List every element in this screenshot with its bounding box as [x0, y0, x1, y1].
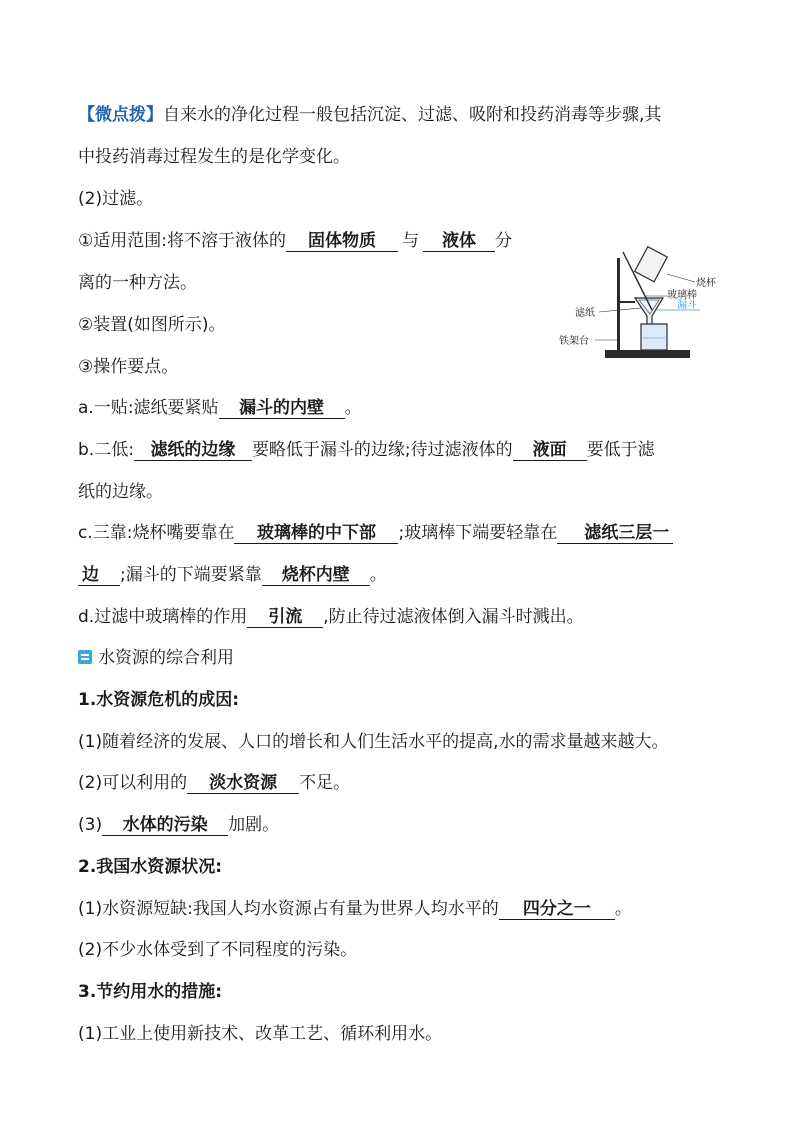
scope-text-c: 分 [494, 231, 512, 251]
h2-item-1-pre: (1)水资源短缺:我国人均水资源占有量为世界人均水平的 [78, 899, 499, 919]
blank-liquid: 液体 [423, 231, 495, 252]
blank-c3: 烧杯内壁 [262, 565, 370, 586]
scope-text-b: 与 [401, 231, 419, 251]
point-b-post: 要低于滤 [586, 440, 655, 460]
scope-line-2: 离的一种方法。 [78, 273, 197, 293]
point-a [78, 397, 362, 419]
heading-3: 3.节约用水的措施: [78, 982, 223, 1002]
h1-item-3-pre: (3) [78, 815, 103, 835]
point-c-mid: ;玻璃棒下端要轻靠在 [398, 523, 558, 543]
blank-pollution: 水体的污染 [102, 815, 228, 836]
point-c-mid2: ;漏斗的下端要紧靠 [120, 565, 262, 585]
pouring-beaker [635, 247, 668, 282]
blank-c1: 玻璃棒的中下部 [234, 523, 398, 544]
list-icon [78, 650, 92, 664]
point-c-line-2 [78, 564, 387, 586]
label-beaker: 烧杯 [696, 278, 716, 289]
h1-item-2 [78, 772, 350, 794]
scope-text-a: ①适用范围:将不溶于液体的 [78, 231, 286, 251]
label-paper: 滤纸 [575, 308, 595, 319]
stand-base [605, 350, 690, 358]
point-c-pre: c.三靠:烧杯嘴要靠在 [78, 523, 235, 543]
h1-item-3 [78, 814, 279, 836]
h2-item-1-post: 。 [614, 899, 632, 919]
point-d-pre: d.过滤中玻璃棒的作用 [78, 607, 248, 627]
h1-item-2-pre: (2)可以利用的 [78, 773, 188, 793]
h3-item-1: (1)工业上使用新技术、改革工艺、循环利用水。 [78, 1024, 443, 1044]
h1-item-2-post: 不足。 [299, 773, 351, 793]
heading-1: 1.水资源危机的成因: [78, 690, 240, 710]
point-b-mid: 要略低于漏斗的边缘;待过滤液体的 [251, 440, 513, 460]
filter-heading: (2)过滤。 [78, 189, 154, 209]
h2-item-2: (2)不少水体受到了不同程度的污染。 [78, 940, 358, 960]
blank-solid: 固体物质 [286, 231, 398, 252]
tip-line-1 [78, 104, 661, 126]
point-a-pre: a.一贴:滤纸要紧贴 [78, 398, 219, 418]
h1-item-3-post: 加剧。 [228, 815, 280, 835]
point-c-post: 。 [369, 565, 387, 585]
point-a-post: 。 [344, 398, 362, 418]
h2-item-1 [78, 898, 632, 920]
blank-d: 引流 [247, 607, 323, 628]
stand-pole [617, 258, 620, 351]
point-b-line-2: 纸的边缘。 [78, 482, 163, 502]
points-line: ③操作要点。 [78, 357, 179, 377]
h1-item-1: (1)随着经济的发展、人口的增长和人们生活水平的提高,水的需求量越来越大。 [78, 732, 669, 752]
label-funnel: 漏斗 [677, 300, 697, 311]
blank-c2a: 滤纸三层一 [557, 523, 673, 544]
filtration-apparatus-figure [555, 240, 725, 365]
label-stand: 铁架台 [559, 336, 589, 347]
blank-fresh-water: 淡水资源 [187, 773, 299, 794]
blank-quarter: 四分之一 [499, 899, 615, 920]
blank-c2b: 边 [78, 565, 120, 586]
section-water-title: 水资源的综合利用 [98, 648, 234, 668]
receiving-beaker [641, 324, 667, 350]
point-b-line-1 [78, 439, 655, 461]
tip-text-2: 中投药消毒过程发生的是化学变化。 [78, 147, 350, 167]
point-d [78, 606, 584, 628]
section-water [78, 647, 234, 669]
blank-a: 漏斗的内壁 [219, 398, 345, 419]
tip-text-1: 自来水的净化过程一般包括沉淀、过滤、吸附和投药消毒等步骤,其 [163, 105, 662, 125]
blank-b2: 液面 [513, 440, 587, 461]
blank-b1: 滤纸的边缘 [134, 440, 252, 461]
tip-tag: 【微点拨】 [78, 105, 163, 125]
point-c-line-1 [78, 522, 673, 544]
point-b-pre: b.二低: [78, 440, 134, 460]
point-d-post: ,防止待过滤液体倒入漏斗时溅出。 [323, 607, 584, 627]
tip-line-2 [78, 146, 350, 168]
heading-2: 2.我国水资源状况: [78, 857, 223, 877]
scope-line-1 [78, 230, 512, 252]
label-rod: 玻璃棒 [667, 290, 697, 301]
device-line: ②装置(如图所示)。 [78, 315, 226, 335]
